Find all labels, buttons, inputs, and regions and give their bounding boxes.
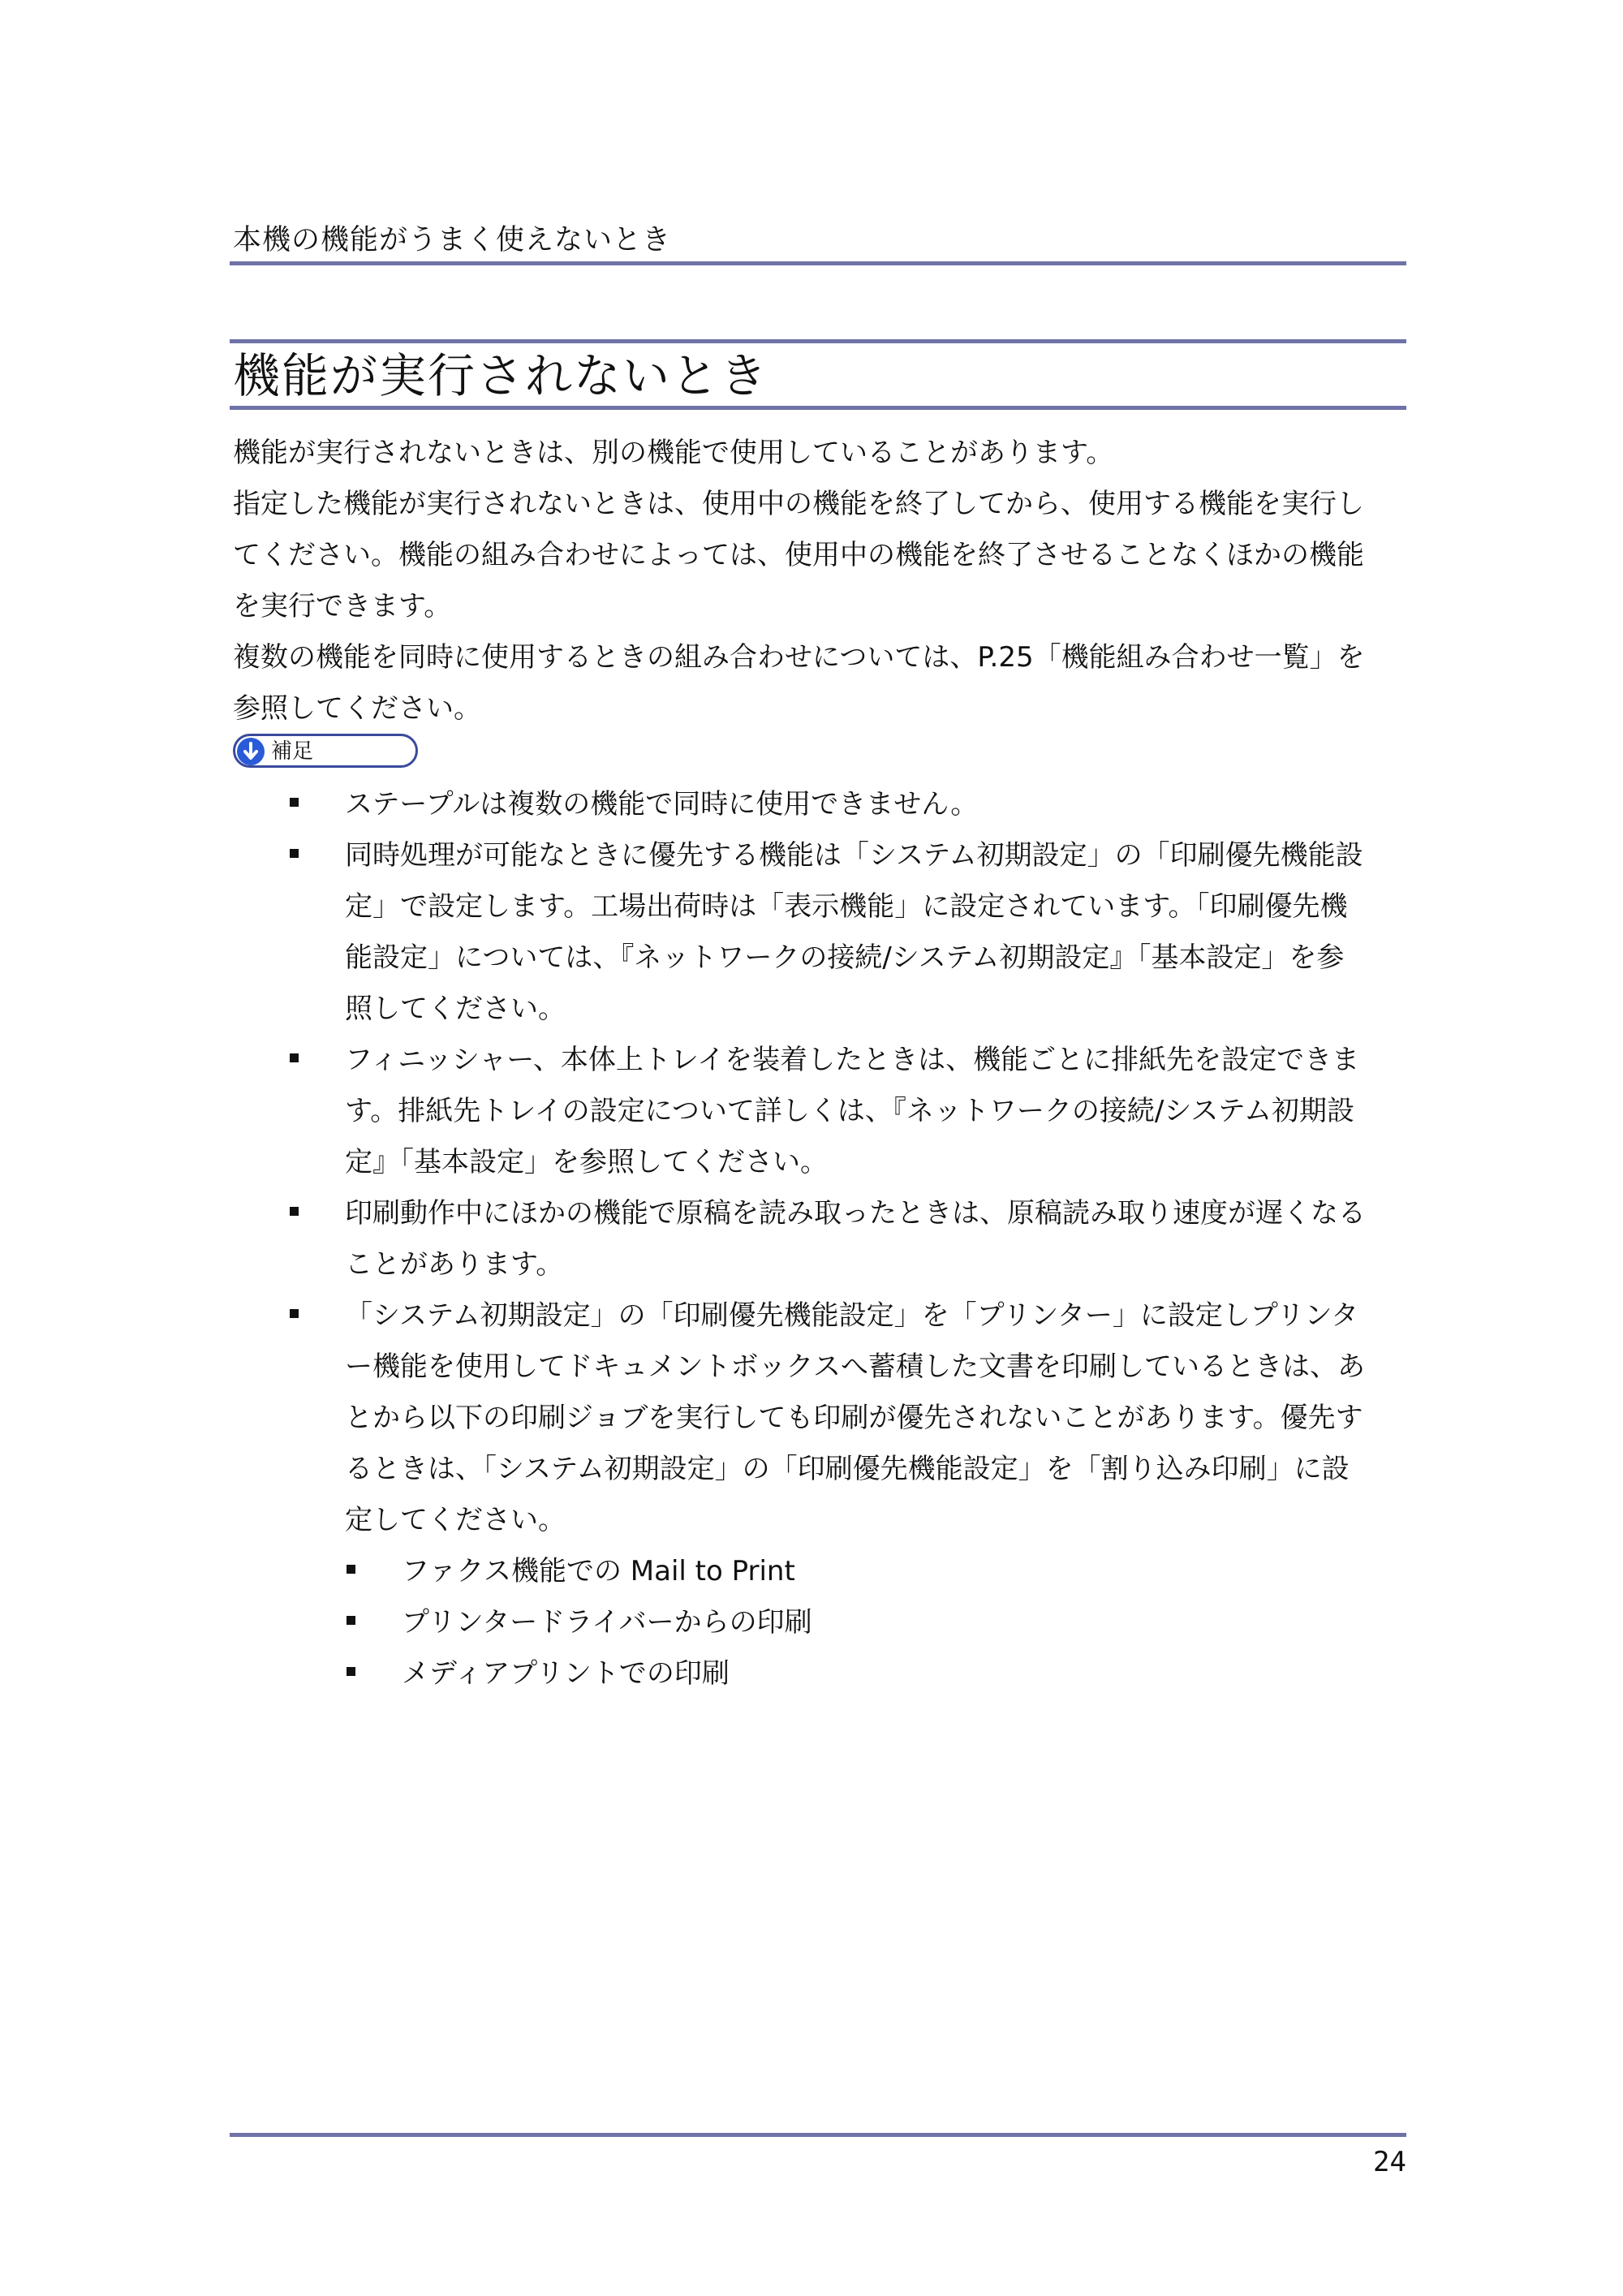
sub-list-item-line: ファクス機能での Mail to Print — [402, 1555, 795, 1587]
sub-list-item-line: メディアプリントでの印刷 — [402, 1657, 730, 1690]
bullet-square-icon — [347, 1667, 355, 1676]
list-item-line: 定」で設定します。工場出荷時は「表示機能」に設定されています。「印刷優先機 — [345, 890, 1348, 923]
note-bullet-list — [233, 779, 1410, 1699]
list-item — [233, 830, 1410, 1035]
footer-rule — [230, 2133, 1406, 2137]
down-arrow-circle-icon — [237, 738, 265, 765]
bullet-square-icon — [290, 1309, 299, 1318]
list-item-line: す。排紙先トレイの設定について詳しくは、『ネットワークの接続/システム初期設 — [345, 1095, 1354, 1127]
intro-line: 複数の機能を同時に使用するときの組み合わせについては、P.25「機能組み合わせ一覧」を — [233, 641, 1365, 674]
bullet-square-icon — [290, 1053, 299, 1062]
list-item-line: ステープルは複数の機能で同時に使用できません。 — [345, 788, 979, 821]
section-rule-bottom — [230, 406, 1406, 410]
bullet-square-icon — [290, 798, 299, 807]
section-title: 機能が実行されないとき — [233, 348, 769, 403]
list-item-line: 定』「基本設定」を参照してください。 — [345, 1146, 828, 1178]
list-item — [233, 1290, 1410, 1546]
page-number: 24 — [1373, 2146, 1406, 2178]
sub-list-item — [233, 1546, 1410, 1597]
intro-paragraph — [233, 428, 1410, 734]
list-item — [233, 1188, 1410, 1290]
list-item-line: 照してください。 — [345, 993, 566, 1025]
list-item-line: るときは、「システム初期設定」の「印刷優先機能設定」を「割り込み印刷」に設 — [345, 1453, 1350, 1485]
bullet-square-icon — [290, 1207, 299, 1216]
list-item-line: フィニッシャー、本体上トレイを装着したときは、機能ごとに排紙先を設定できま — [345, 1044, 1360, 1076]
list-item-line: 能設定」については、『ネットワークの接続/システム初期設定』「基本設定」を参 — [345, 941, 1345, 974]
bullet-square-icon — [290, 849, 299, 858]
list-item-line: 印刷動作中にほかの機能で原稿を読み取ったときは、原稿読み取り速度が遅くなる — [345, 1197, 1366, 1230]
list-item-line: 定してください。 — [345, 1504, 566, 1536]
list-item — [233, 779, 1410, 830]
bullet-square-icon — [347, 1565, 355, 1574]
intro-line: 指定した機能が実行されないときは、使用中の機能を終了してから、使用する機能を実行し — [233, 488, 1364, 520]
intro-line: を実行できます。 — [233, 590, 452, 622]
note-label: 補足 — [271, 739, 314, 764]
list-item-line: ー機能を使用してドキュメントボックスへ蓄積した文書を印刷しているときは、あ — [345, 1350, 1365, 1383]
section-rule-top — [230, 339, 1406, 343]
sub-list-item-line: プリンタードライバーからの印刷 — [402, 1606, 812, 1639]
running-header: 本機の機能がうまく使えないとき — [233, 224, 672, 256]
note-badge — [233, 734, 418, 768]
sub-list-item — [233, 1597, 1410, 1648]
sub-list-item — [233, 1648, 1410, 1699]
header-rule — [230, 261, 1406, 265]
list-item-line: ことがあります。 — [345, 1248, 564, 1281]
list-item — [233, 1035, 1410, 1188]
list-item-line: とから以下の印刷ジョブを実行しても印刷が優先されないことがあります。優先す — [345, 1402, 1363, 1434]
list-item-line: 同時処理が可能なときに優先する機能は「システム初期設定」の「印刷優先機能設 — [345, 839, 1363, 872]
intro-line: 機能が実行されないときは、別の機能で使用していることがあります。 — [233, 437, 1114, 469]
intro-line: 参照してください。 — [233, 692, 481, 725]
bullet-square-icon — [347, 1616, 355, 1625]
intro-line: てください。機能の組み合わせによっては、使用中の機能を終了させることなくほかの機能 — [233, 539, 1364, 571]
list-item-line: 「システム初期設定」の「印刷優先機能設定」を「プリンター」に設定しプリンタ — [345, 1299, 1359, 1332]
